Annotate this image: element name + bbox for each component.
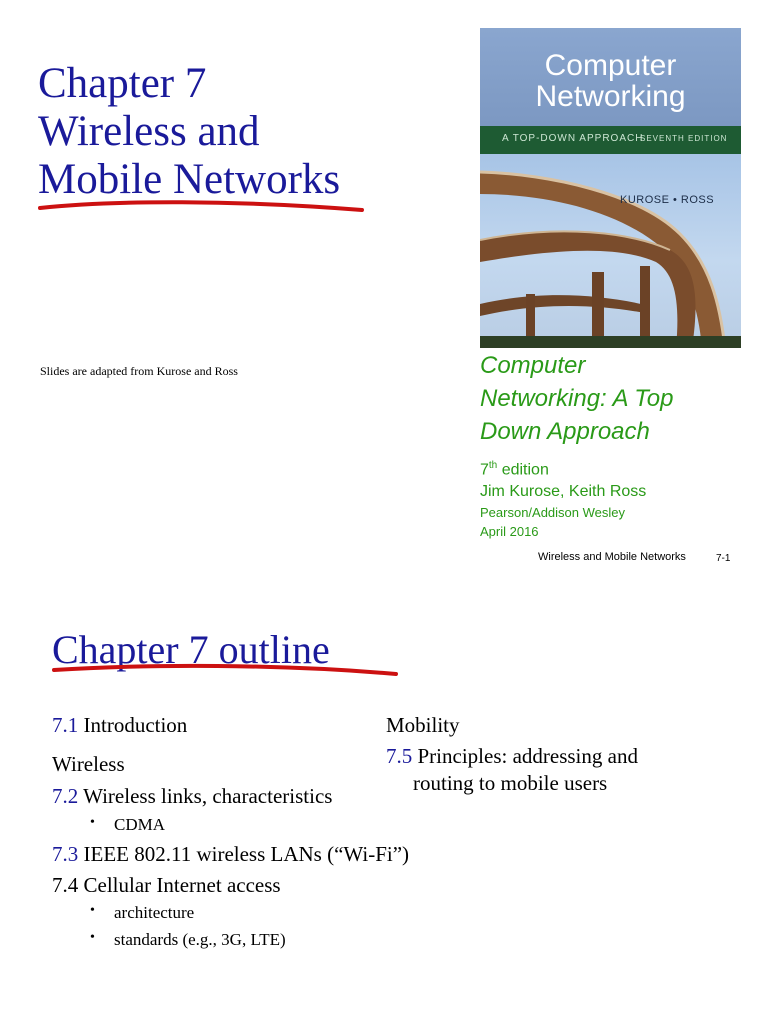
outline-item-7-5 xyxy=(386,744,638,769)
outline-title-underline xyxy=(50,662,400,682)
book-date: April 2016 xyxy=(480,524,539,539)
sub-item-architecture: • architecture xyxy=(114,903,194,923)
item-text: IEEE 802.11 wireless LANs (“Wi-Fi”) xyxy=(78,842,410,866)
book-title-line: Computer xyxy=(480,352,586,379)
highway-ramp-illustration xyxy=(480,154,741,348)
item-text: Principles: addressing and xyxy=(412,744,638,768)
cover-title xyxy=(480,50,741,112)
title-line: Chapter 7 xyxy=(38,60,207,107)
edition-number: 7 xyxy=(480,461,489,479)
item-number: 7.3 xyxy=(52,842,79,866)
edition-word: edition xyxy=(497,461,549,479)
outline-title: Chapter 7 outline xyxy=(52,627,330,672)
cover-title-line: Computer xyxy=(544,49,677,82)
sub-item-cdma: • CDMA xyxy=(114,815,165,835)
title-line: Mobile Networks xyxy=(38,156,341,203)
outline-item-7-2 xyxy=(52,784,332,809)
item-number: 7.2 xyxy=(52,784,79,808)
section-heading-mobility: Mobility xyxy=(386,713,460,737)
outline-item-7-5-continued: routing to mobile users xyxy=(413,771,608,795)
cover-edition: SEVENTH EDITION xyxy=(640,134,728,143)
slide-title xyxy=(38,60,340,204)
book-edition xyxy=(480,460,549,479)
adapted-note: Slides are adapted from Kurose and Ross xyxy=(40,364,238,378)
page-number: 7-1 xyxy=(716,553,731,564)
outline-item-7-4: 7.4 Cellular Internet access xyxy=(52,873,281,897)
item-text: Wireless links, characteristics xyxy=(78,784,333,808)
book-publisher: Pearson/Addison Wesley xyxy=(480,505,626,520)
outline-item-7-1 xyxy=(52,713,187,738)
edition-suffix: th xyxy=(488,460,498,471)
book-title-line: Down Approach xyxy=(480,418,650,445)
cover-title-line: Networking xyxy=(535,80,686,113)
outline-item-7-3 xyxy=(52,842,409,867)
item-number: 7.1 xyxy=(52,713,79,737)
item-number: 7.5 xyxy=(386,744,413,768)
section-heading-wireless: Wireless xyxy=(52,752,125,776)
book-title-line: Networking: A Top xyxy=(480,385,674,412)
book-authors: Jim Kurose, Keith Ross xyxy=(480,483,647,500)
cover-authors: KUROSE • ROSS xyxy=(620,194,715,206)
sub-item-standards: • standards (e.g., 3G, LTE) xyxy=(114,930,286,950)
book-title xyxy=(480,349,673,448)
title-underline xyxy=(36,196,366,220)
title-line: Wireless and xyxy=(38,108,260,155)
cover-subtitle: A TOP-DOWN APPROACH xyxy=(502,133,644,144)
slide-footer: Wireless and Mobile Networks xyxy=(538,551,686,563)
book-cover-image xyxy=(480,28,741,348)
item-text: Introduction xyxy=(78,713,188,737)
